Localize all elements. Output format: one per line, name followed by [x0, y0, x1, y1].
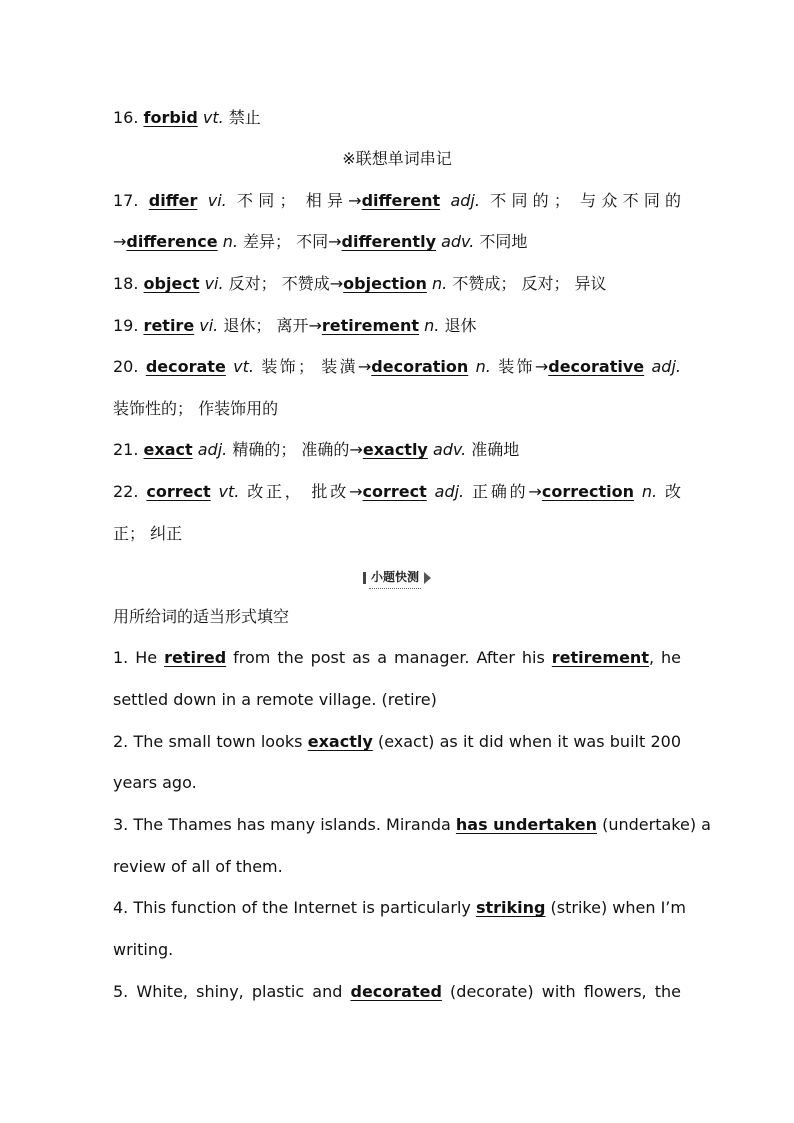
quiz-item-2-cont: years ago.	[113, 773, 197, 792]
vocab-item-16	[113, 107, 681, 129]
section-title: ※联想单词串记	[342, 149, 452, 168]
quiz-item-1: 1. He retired from the post as a manager. After his retirement, he	[113, 648, 682, 667]
answer: decorated	[350, 982, 442, 1001]
answer-word: difference	[126, 232, 218, 251]
answer-word: forbid	[143, 108, 198, 127]
vocab-item-22: 22. correct vt. 改正， 批改→correct adj. 正确的→correction n. 改	[113, 482, 681, 501]
answer: retirement	[551, 648, 649, 667]
answer-word: decoration	[371, 357, 469, 376]
bar-icon	[363, 572, 366, 584]
answer-word: different	[361, 191, 441, 210]
answer-word: object	[143, 274, 200, 293]
vocab-item-21: 21. exact adj. 精确的； 准确的→exactly adv. 准确地	[113, 440, 520, 459]
quiz-instruction: 用所给词的适当形式填空	[113, 607, 290, 626]
vocab-item-18: 18. object vi. 反对； 不赞成→objection n. 不赞成； 反对； 异议	[113, 274, 607, 293]
quiz-badge: 小题快测	[0, 566, 794, 590]
vocab-item-17: 17. differ vi. 不同； 相异→different adj. 不同的； 与众不同的	[113, 191, 682, 210]
quiz-item-5: 5. White, shiny, plastic and decorated (decorate) with flowers, the	[113, 982, 682, 1001]
quiz-item-4: 4. This function of the Internet is particularly striking (strike) when I’m	[113, 898, 686, 917]
answer-word: differently	[341, 232, 436, 251]
answer-word: differ	[148, 191, 198, 210]
vocab-item-20-cont: 装饰性的； 作装饰用的	[113, 399, 279, 418]
answer-word: decorative	[548, 357, 645, 376]
answer: striking	[475, 898, 546, 917]
quiz-item-1-cont: settled down in a remote village. (retire)	[113, 690, 437, 709]
answer-word: correct	[362, 482, 427, 501]
vocab-item-22-cont: 正； 纠正	[113, 524, 183, 543]
vocab-item-17-cont: →difference n. 差异； 不同→differently adv. 不同地	[113, 232, 528, 251]
answer-word: retirement	[321, 316, 420, 335]
part-of-speech: vt.	[202, 108, 224, 127]
answer-word: correct	[146, 482, 211, 501]
answer: retired	[164, 648, 227, 667]
answer-word: exactly	[362, 440, 428, 459]
answer: exactly	[307, 732, 373, 751]
quiz-item-3: 3. The Thames has many islands. Miranda has undertaken (undertake) a	[113, 815, 711, 834]
answer-word: objection	[343, 274, 427, 293]
answer: has undertaken	[455, 815, 598, 834]
answer-word: exact	[143, 440, 193, 459]
quiz-item-4-cont: writing.	[113, 940, 174, 959]
answer-word: correction	[541, 482, 634, 501]
quiz-item-2: 2. The small town looks exactly (exact) as it did when it was built 200	[113, 732, 682, 751]
answer-word: retire	[143, 316, 195, 335]
triangle-icon	[424, 572, 431, 584]
answer-word: decorate	[145, 357, 226, 376]
quiz-item-3-cont: review of all of them.	[113, 857, 283, 876]
meaning: 禁止	[228, 108, 261, 127]
vocab-item-20: 20. decorate vt. 装饰； 装潢→decoration n. 装饰→decorative adj.	[113, 357, 681, 376]
vocab-item-19: 19. retire vi. 退休； 离开→retirement n. 退休	[113, 316, 477, 335]
item-number: 16.	[113, 108, 139, 127]
